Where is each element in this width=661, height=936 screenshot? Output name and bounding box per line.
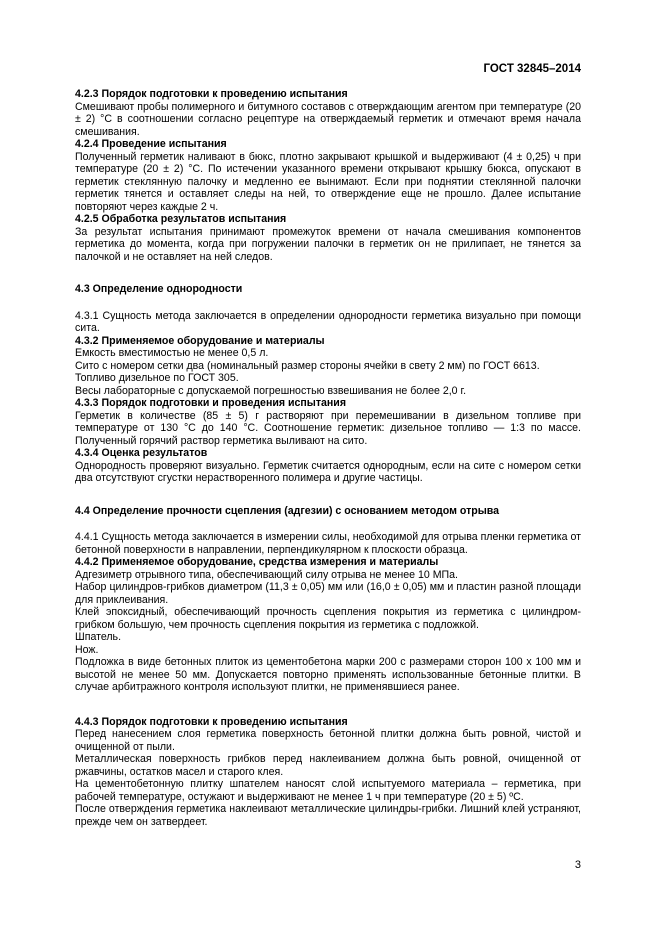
spacer <box>75 485 581 505</box>
section-heading: 4.3 Определение однородности <box>75 283 243 295</box>
paragraph: Полученный герметик наливают в бюкс, плотно закрывают крышкой и выдерживают (4 ± 0,25) ч при температуре (20 ± 2) °С. По истечении указанного времени открывают крышку бюкса, опускают в герметик стеклянную палочку и медленно ее вынимают. Если при поднятии стеклянной палочки герметик тянется и оставляет следы на ней, то отверждение еще не прошло. Далее испытание повторяют через каждые 2 ч. <box>75 150 581 213</box>
spacer <box>75 517 581 531</box>
paragraph: Адгезиметр отрывного типа, обеспечивающий силу отрыва не менее 10 МПа. <box>75 568 458 581</box>
paragraph: Перед нанесением слоя герметика поверхность бетонной плитки должна быть ровной, чистой и очищенной от пыли. <box>75 728 581 753</box>
paragraph: На цементобетонную плитку шпателем наносят слой испытуемого материала – герметика, при рабочей температуре, остужают и выдерживают не менее 1 ч при температуре (20 ± 5) ºС. <box>75 778 581 803</box>
document-body <box>75 88 581 828</box>
subsection-heading: 4.4.2 Применяемое оборудование, средства измерения и материалы <box>75 556 439 568</box>
spacer <box>75 694 581 716</box>
paragraph: Емкость вместимостью не менее 0,5 л. <box>75 347 269 359</box>
paragraph: 4.4.1 Сущность метода заключается в измерении силы, необходимой для отрыва пленки герметика от бетонной поверхности в направлении, перпендикулярном к плоскости образца. <box>75 531 581 556</box>
paragraph: 4.3.1 Сущность метода заключается в определении однородности герметика визуально при помощи сита. <box>75 309 581 334</box>
paragraph: Весы лабораторные с допускаемой погрешностью взвешивания не более 2,0 г. <box>75 384 467 397</box>
paragraph: Герметик в количестве (85 ± 5) г растворяют при перемешивании в дизельном топливе при температуре от 130 °С до 140 °С. Соотношение герметик: дизельное топливо — 1:3 по массе. Полученный горячий раствор герметика выливают на сито. <box>75 409 581 447</box>
spacer <box>75 296 581 310</box>
subsection-heading: 4.2.4 Проведение испытания <box>75 138 227 150</box>
paragraph: Однородность проверяют визуально. Герметик считается однородным, если на сите с номером сетки два отсутствуют сгустки нерастворенного полимера и другие частицы. <box>75 459 581 484</box>
subsection-heading: 4.3.4 Оценка результатов <box>75 447 208 459</box>
paragraph: После отверждения герметика наклеивают металлические цилиндры-грибки. Лишний клей устраняют, прежде чем он затвердеет. <box>75 803 581 828</box>
subsection-heading: 4.3.2 Применяемое оборудование и материалы <box>75 334 325 347</box>
standard-header: ГОСТ 32845–2014 <box>483 63 581 75</box>
paragraph: Шпатель. <box>75 631 122 643</box>
paragraph: Нож. <box>75 643 99 656</box>
paragraph: Смешивают пробы полимерного и битумного составов с отверждающим агентом при температуре (20 ± 2) °С в соотношении согласно рецептуре на отверждаемый герметик и отмечают время начала смешивания. <box>75 100 581 138</box>
page-number: 3 <box>574 859 581 871</box>
section-heading: 4.4 Определение прочности сцепления (адгезии) с основанием методом отрыва <box>75 504 500 517</box>
subsection-heading: 4.2.3 Порядок подготовки к проведению испытания <box>75 88 348 100</box>
subsection-heading: 4.4.3 Порядок подготовки к проведению испытания <box>75 715 348 728</box>
paragraph: Клей эпоксидный, обеспечивающий прочность сцепления покрытия из герметика с цилиндром-грибком большую, чем прочность сцепления покрытия из герметика с подложкой. <box>75 606 581 631</box>
spacer <box>75 263 581 283</box>
paragraph: Набор цилиндров-грибков диаметром (11,3 ± 0,05) мм или (16,0 ± 0,05) мм и пластин разной площади для приклеивания. <box>75 581 581 606</box>
paragraph: Металлическая поверхность грибков перед наклеиванием должна быть ровной, очищенной от ржавчины, остатков масел и старого клея. <box>75 753 581 778</box>
paragraph: За результат испытания принимают промежуток времени от начала смешивания компонентов герметика до момента, когда при погружении палочки в герметик он не прилипает, не тянется за палочкой и не оставляет на ней следов. <box>75 225 581 263</box>
paragraph: Сито с номером сетки два (номинальный размер стороны ячейки в свету 2 мм) по ГОСТ 6613. <box>75 359 540 372</box>
paragraph: Топливо дизельное по ГОСТ 305. <box>75 372 239 384</box>
subsection-heading: 4.2.5 Обработка результатов испытания <box>75 213 287 225</box>
subsection-heading: 4.3.3 Порядок подготовки и проведения испытания <box>75 397 347 409</box>
paragraph: Подложка в виде бетонных плиток из цементобетона марки 200 с размерами сторон 100 х 100 мм и высотой не менее 50 мм. Допускается повторно применять использованные бетонные плитки. В случае арбитражного контроля используют плитки, не применявшиеся ранее. <box>75 656 581 693</box>
